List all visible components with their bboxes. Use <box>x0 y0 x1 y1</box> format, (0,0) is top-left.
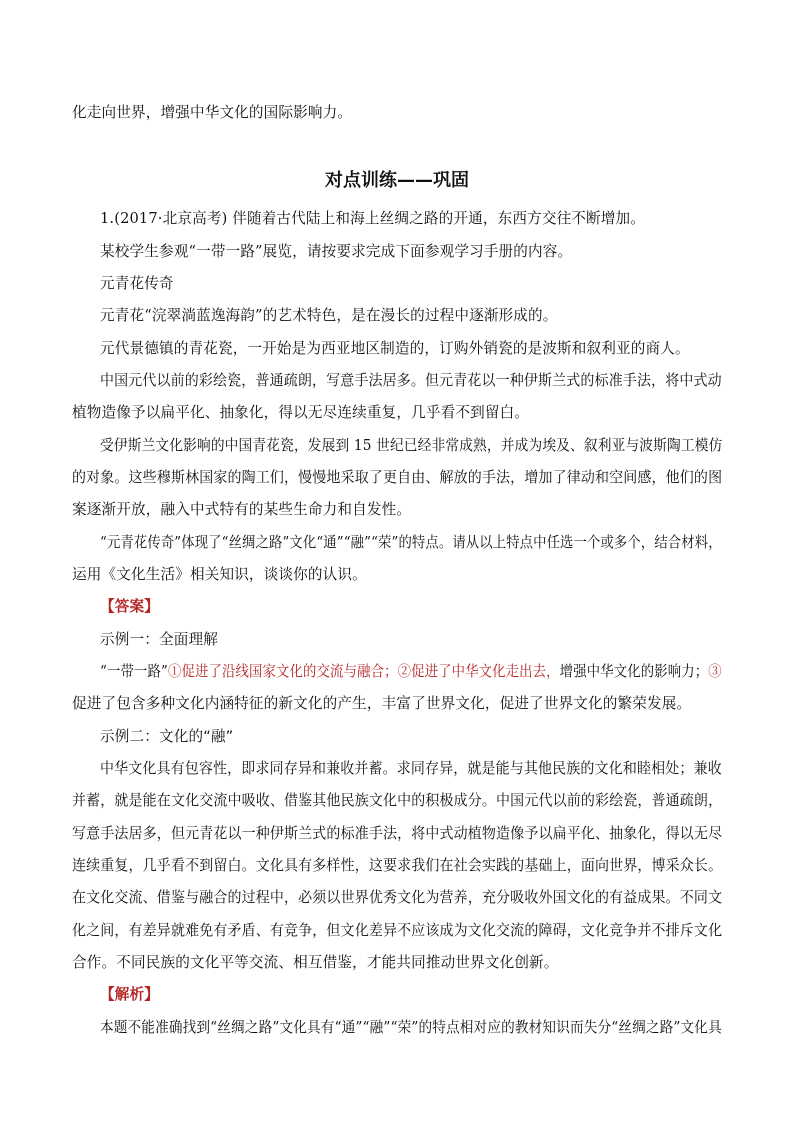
answer-label: 【答案】 <box>100 598 159 615</box>
example-2-line-4: 连续重复，几乎看不到留白。文化具有多样性，这要求我们在社会实践的基础上，面向世界，博采众长。 <box>72 857 723 874</box>
question-heading: 元青花传奇 <box>100 275 174 292</box>
question-line-2: 某校学生参观“一带一路”展览，请按要求完成下面参观学习手册的内容。 <box>100 243 573 260</box>
example-1-phrase: “一带一路” <box>100 663 168 680</box>
question-paragraph-1: 元青花“浣翠淌蓝逸海韵”的艺术特色，是在漫长的过程中逐渐形成的。 <box>100 307 558 324</box>
example-2-line-2: 并蓄，就是能在文化交流中吸收、借鉴其他民族文化中的积极成分。中国元代以前的彩绘瓷，普通疏朗， <box>72 792 723 809</box>
example-1-line-1 <box>100 662 722 682</box>
example-2-title: 示例二：文化的“融” <box>100 728 234 745</box>
question-paragraph-4-line-2: 的对象。这些穆斯林国家的陶工们，慢慢地采取了更自由、解放的手法，增加了律动和空间感，他们的图 <box>72 469 723 486</box>
section-title: 对点训练——巩固 <box>325 170 469 191</box>
intro-line: 化走向世界，增强中华文化的国际影响力。 <box>72 104 353 121</box>
question-paragraph-4-line-3: 案逐渐开放，融入中式特有的某些生命力和自发性。 <box>72 501 412 518</box>
example-2-line-6: 化之间，有差异就难免有矛盾、有竞争，但文化差异不应该成为文化交流的障碍，文化竞争并不排斥文化 <box>72 922 723 939</box>
question-paragraph-4-line-1: 受伊斯兰文化影响的中国青花瓷，发展到 15 世纪已经非常成熟，并成为埃及、叙利亚与波斯陶工模仿 <box>100 437 723 454</box>
example-1-marker: ③ <box>708 663 722 680</box>
example-2-line-1: 中华文化具有包容性，即求同存异和兼收并蓄。求同存异，就是能与其他民族的文化和睦相处；兼收 <box>100 760 722 777</box>
example-1-line-2: 促进了包含多种文化内涵特征的新文化的产生，丰富了世界文化，促进了世界文化的繁荣发展。 <box>72 695 692 712</box>
example-2-line-3: 写意手法居多，但元青花以一种伊斯兰式的标准手法，将中式动植物造像予以扁平化、抽象化，得以无尽 <box>72 825 723 842</box>
example-1-plain: 增强中华文化的影响力； <box>559 663 709 680</box>
analysis-label: 【解析】 <box>100 986 159 1003</box>
question-paragraph-5-line-1: “元青花传奇”体现了“丝绸之路”文化“通”“融”“荣”的特点。请从以上特点中任选一个或多个，结合材料， <box>100 534 722 551</box>
question-paragraph-2: 元代景德镇的青花瓷，一开始是为西亚地区制造的，订购外销瓷的是波斯和叙利亚的商人。 <box>100 340 690 357</box>
analysis-line-1: 本题不能准确找到“丝绸之路”文化具有“通”“融”“荣”的特点相对应的教材知识而失分“丝绸之路”文化具 <box>100 1019 722 1036</box>
question-paragraph-3-line-2: 植物造像予以扁平化、抽象化，得以无尽连续重复，几乎看不到留白。 <box>72 404 530 421</box>
example-1-title: 示例一：全面理解 <box>100 631 218 648</box>
question-line-1: 1.(2017·北京高考) 伴随着古代陆上和海上丝绸之路的开通，东西方交往不断增加。 <box>100 210 646 227</box>
example-2-line-5: 在文化交流、借鉴与融合的过程中，必须以世界优秀文化为营养，充分吸收外国文化的有益成果。不同文 <box>72 889 723 906</box>
example-1-highlight: ①促进了沿线国家文化的交流与融合；②促进了中华文化走出去， <box>167 663 560 680</box>
question-paragraph-5-line-2: 运用《文化生活》相关知识，谈谈你的认识。 <box>72 566 367 583</box>
example-2-line-7: 合作。不同民族的文化平等交流、相互借鉴，才能共同推动世界文化创新。 <box>72 954 559 971</box>
question-paragraph-3-line-1: 中国元代以前的彩绘瓷，普通疏朗，写意手法居多。但元青花以一种伊斯兰式的标准手法，将中式动 <box>100 372 722 389</box>
